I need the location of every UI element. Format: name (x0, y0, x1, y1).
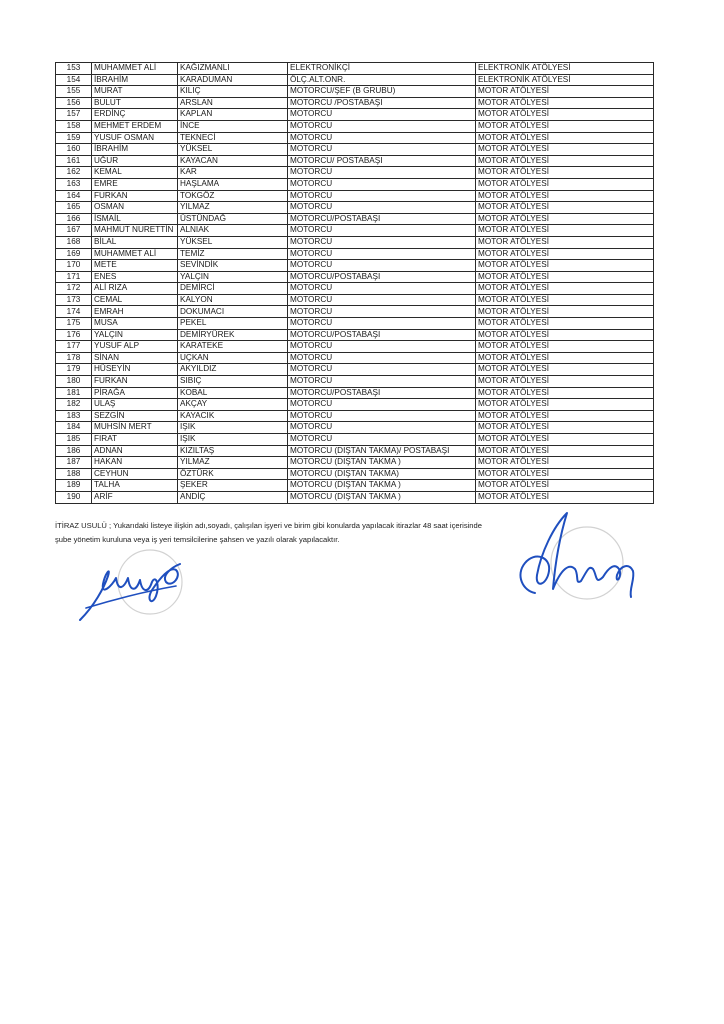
table-row (56, 457, 654, 469)
row-number-cell: 165 (56, 202, 92, 214)
table-row (56, 236, 654, 248)
row-number-cell: 161 (56, 155, 92, 167)
workshop-cell: MOTOR ATÖLYESİ (476, 109, 654, 121)
first-name-cell: HÜSEYİN (92, 364, 178, 376)
last-name-cell: IŞIK (178, 434, 288, 446)
last-name-cell: AKYILDIZ (178, 364, 288, 376)
row-number-cell: 176 (56, 329, 92, 341)
workshop-cell: MOTOR ATÖLYESİ (476, 225, 654, 237)
row-number-cell: 189 (56, 480, 92, 492)
row-number-cell: 172 (56, 283, 92, 295)
last-name-cell: SEVİNDİK (178, 260, 288, 272)
job-title-cell: MOTORCU (288, 178, 476, 190)
table-row (56, 144, 654, 156)
left-signature-image (72, 548, 212, 628)
last-name-cell: KILIÇ (178, 86, 288, 98)
row-number-cell: 182 (56, 399, 92, 411)
row-number-cell: 174 (56, 306, 92, 318)
row-number-cell: 164 (56, 190, 92, 202)
workshop-cell: MOTOR ATÖLYESİ (476, 167, 654, 179)
workshop-cell: MOTOR ATÖLYESİ (476, 86, 654, 98)
first-name-cell: MUHSİN MERT (92, 422, 178, 434)
workshop-cell: MOTOR ATÖLYESİ (476, 434, 654, 446)
last-name-cell: İNCE (178, 120, 288, 132)
row-number-cell: 159 (56, 132, 92, 144)
row-number-cell: 155 (56, 86, 92, 98)
row-number-cell: 187 (56, 457, 92, 469)
row-number-cell: 178 (56, 352, 92, 364)
table-row (56, 445, 654, 457)
workshop-cell: MOTOR ATÖLYESİ (476, 318, 654, 330)
workshop-cell: MOTOR ATÖLYESİ (476, 491, 654, 503)
table-row (56, 306, 654, 318)
table-row (56, 422, 654, 434)
workshop-cell: MOTOR ATÖLYESİ (476, 480, 654, 492)
table-row (56, 260, 654, 272)
first-name-cell: BULUT (92, 97, 178, 109)
first-name-cell: YALÇIN (92, 329, 178, 341)
job-title-cell: MOTORCU/POSTABAŞI (288, 271, 476, 283)
job-title-cell: MOTORCU (288, 120, 476, 132)
workshop-cell: MOTOR ATÖLYESİ (476, 387, 654, 399)
workshop-cell: MOTOR ATÖLYESİ (476, 294, 654, 306)
workshop-cell: MOTOR ATÖLYESİ (476, 132, 654, 144)
first-name-cell: FURKAN (92, 190, 178, 202)
workshop-cell: MOTOR ATÖLYESİ (476, 352, 654, 364)
job-title-cell: MOTORCU/POSTABAŞI (288, 213, 476, 225)
job-title-cell: MOTORCU (288, 132, 476, 144)
table-row (56, 364, 654, 376)
row-number-cell: 180 (56, 376, 92, 388)
table-row (56, 202, 654, 214)
first-name-cell: YUSUF ALP (92, 341, 178, 353)
job-title-cell: ELEKTRONİKÇİ (288, 63, 476, 75)
first-name-cell: MUHAMMET ALİ (92, 63, 178, 75)
workshop-cell: ELEKTRONİK ATÖLYESİ (476, 74, 654, 86)
last-name-cell: ALNIAK (178, 225, 288, 237)
workshop-cell: MOTOR ATÖLYESİ (476, 190, 654, 202)
first-name-cell: METE (92, 260, 178, 272)
first-name-cell: EMRE (92, 178, 178, 190)
first-name-cell: OSMAN (92, 202, 178, 214)
row-number-cell: 158 (56, 120, 92, 132)
table-row (56, 318, 654, 330)
row-number-cell: 162 (56, 167, 92, 179)
job-title-cell: MOTORCU (DIŞTAN TAKMA ) (288, 491, 476, 503)
last-name-cell: KAĞIZMANLI (178, 63, 288, 75)
job-title-cell: MOTORCU (288, 376, 476, 388)
row-number-cell: 183 (56, 410, 92, 422)
first-name-cell: MUSA (92, 318, 178, 330)
table-row (56, 225, 654, 237)
workshop-cell: MOTOR ATÖLYESİ (476, 213, 654, 225)
workshop-cell: MOTOR ATÖLYESİ (476, 468, 654, 480)
job-title-cell: MOTORCU (288, 202, 476, 214)
job-title-cell: MOTORCU (288, 248, 476, 260)
last-name-cell: DEMİRCİ (178, 283, 288, 295)
last-name-cell: ANDİÇ (178, 491, 288, 503)
row-number-cell: 177 (56, 341, 92, 353)
job-title-cell: MOTORCU (DIŞTAN TAKMA) (288, 468, 476, 480)
table-row (56, 190, 654, 202)
table-row (56, 109, 654, 121)
workshop-cell: MOTOR ATÖLYESİ (476, 399, 654, 411)
table-row (56, 434, 654, 446)
table-row (56, 74, 654, 86)
first-name-cell: MEHMET ERDEM (92, 120, 178, 132)
job-title-cell: MOTORCU (288, 352, 476, 364)
job-title-cell: MOTORCU/ŞEF (B GRUBU) (288, 86, 476, 98)
row-number-cell: 175 (56, 318, 92, 330)
first-name-cell: ENES (92, 271, 178, 283)
last-name-cell: KARADUMAN (178, 74, 288, 86)
job-title-cell: MOTORCU/ POSTABAŞI (288, 155, 476, 167)
last-name-cell: TEKNECİ (178, 132, 288, 144)
table-row (56, 271, 654, 283)
job-title-cell: MOTORCU (DIŞTAN TAKMA ) (288, 480, 476, 492)
last-name-cell: YILMAZ (178, 457, 288, 469)
workshop-cell: MOTOR ATÖLYESİ (476, 422, 654, 434)
workshop-cell: ELEKTRONİK ATÖLYESİ (476, 63, 654, 75)
workshop-cell: MOTOR ATÖLYESİ (476, 410, 654, 422)
job-title-cell: MOTORCU (DIŞTAN TAKMA)/ POSTABAŞI (288, 445, 476, 457)
row-number-cell: 169 (56, 248, 92, 260)
last-name-cell: KAYACIK (178, 410, 288, 422)
objection-notice-line-1: İTİRAZ USULÜ ; Yukarıdaki listeye ilişkin adı,soyadı, çalışılan işyeri ve birim gibi konularda yapılacak itirazlar 48 saat içerisinde (55, 521, 482, 530)
job-title-cell: MOTORCU (288, 167, 476, 179)
last-name-cell: ÜSTÜNDAĞ (178, 213, 288, 225)
job-title-cell: MOTORCU (288, 422, 476, 434)
last-name-cell: KAR (178, 167, 288, 179)
workshop-cell: MOTOR ATÖLYESİ (476, 260, 654, 272)
last-name-cell: KAYACAN (178, 155, 288, 167)
first-name-cell: FIRAT (92, 434, 178, 446)
job-title-cell: MOTORCU (288, 225, 476, 237)
first-name-cell: BİLAL (92, 236, 178, 248)
row-number-cell: 157 (56, 109, 92, 121)
table-row (56, 120, 654, 132)
table-row (56, 248, 654, 260)
workshop-cell: MOTOR ATÖLYESİ (476, 329, 654, 341)
workshop-cell: MOTOR ATÖLYESİ (476, 144, 654, 156)
row-number-cell: 160 (56, 144, 92, 156)
table-row (56, 132, 654, 144)
last-name-cell: HAŞLAMA (178, 178, 288, 190)
job-title-cell: MOTORCU (288, 144, 476, 156)
workshop-cell: MOTOR ATÖLYESİ (476, 248, 654, 260)
workshop-cell: MOTOR ATÖLYESİ (476, 97, 654, 109)
table-row (56, 178, 654, 190)
right-signature-image (505, 505, 645, 605)
workshop-cell: MOTOR ATÖLYESİ (476, 155, 654, 167)
row-number-cell: 171 (56, 271, 92, 283)
job-title-cell: MOTORCU (288, 364, 476, 376)
job-title-cell: MOTORCU (288, 318, 476, 330)
workshop-cell: MOTOR ATÖLYESİ (476, 202, 654, 214)
table-row (56, 352, 654, 364)
job-title-cell: MOTORCU (288, 410, 476, 422)
table-row (56, 167, 654, 179)
last-name-cell: ŞEKER (178, 480, 288, 492)
job-title-cell: ÖLÇ.ALT.ONR. (288, 74, 476, 86)
first-name-cell: SEZGİN (92, 410, 178, 422)
first-name-cell: ARİF (92, 491, 178, 503)
row-number-cell: 167 (56, 225, 92, 237)
last-name-cell: YÜKSEL (178, 236, 288, 248)
row-number-cell: 166 (56, 213, 92, 225)
last-name-cell: KAPLAN (178, 109, 288, 121)
last-name-cell: AKÇAY (178, 399, 288, 411)
table-row (56, 155, 654, 167)
first-name-cell: KEMAL (92, 167, 178, 179)
table-row (56, 468, 654, 480)
row-number-cell: 179 (56, 364, 92, 376)
last-name-cell: YALÇIN (178, 271, 288, 283)
job-title-cell: MOTORCU (DIŞTAN TAKMA ) (288, 457, 476, 469)
last-name-cell: SIBIÇ (178, 376, 288, 388)
workshop-cell: MOTOR ATÖLYESİ (476, 364, 654, 376)
table-row (56, 97, 654, 109)
table-row (56, 480, 654, 492)
workshop-cell: MOTOR ATÖLYESİ (476, 283, 654, 295)
last-name-cell: YILMAZ (178, 202, 288, 214)
job-title-cell: MOTORCU (288, 236, 476, 248)
job-title-cell: MOTORCU (288, 294, 476, 306)
last-name-cell: DOKUMACI (178, 306, 288, 318)
table-row (56, 283, 654, 295)
row-number-cell: 181 (56, 387, 92, 399)
first-name-cell: MUHAMMET ALİ (92, 248, 178, 260)
last-name-cell: UÇKAN (178, 352, 288, 364)
personnel-table (55, 62, 654, 504)
job-title-cell: MOTORCU/POSTABAŞI (288, 329, 476, 341)
row-number-cell: 190 (56, 491, 92, 503)
table-row (56, 341, 654, 353)
objection-notice-line-2: şube yönetim kuruluna veya iş yeri temsilcilerine şahsen ve yazılı olarak yapılacaktır. (55, 535, 340, 544)
left-signature-stroke (80, 564, 180, 620)
personnel-table-body (56, 63, 654, 504)
workshop-cell: MOTOR ATÖLYESİ (476, 271, 654, 283)
first-name-cell: MURAT (92, 86, 178, 98)
first-name-cell: UĞUR (92, 155, 178, 167)
first-name-cell: HAKAN (92, 457, 178, 469)
table-row (56, 329, 654, 341)
last-name-cell: KIZILTAŞ (178, 445, 288, 457)
job-title-cell: MOTORCU (288, 283, 476, 295)
table-row (56, 399, 654, 411)
job-title-cell: MOTORCU (288, 109, 476, 121)
workshop-cell: MOTOR ATÖLYESİ (476, 178, 654, 190)
first-name-cell: FURKAN (92, 376, 178, 388)
last-name-cell: DEMİRYÜREK (178, 329, 288, 341)
job-title-cell: MOTORCU (288, 341, 476, 353)
table-row (56, 387, 654, 399)
last-name-cell: KALYON (178, 294, 288, 306)
table-row (56, 294, 654, 306)
job-title-cell: MOTORCU (288, 190, 476, 202)
last-name-cell: ARSLAN (178, 97, 288, 109)
last-name-cell: PEKEL (178, 318, 288, 330)
row-number-cell: 153 (56, 63, 92, 75)
first-name-cell: SİNAN (92, 352, 178, 364)
left-signature-underline (86, 586, 176, 608)
job-title-cell: MOTORCU/POSTABAŞI (288, 387, 476, 399)
first-name-cell: EMRAH (92, 306, 178, 318)
workshop-cell: MOTOR ATÖLYESİ (476, 236, 654, 248)
first-name-cell: İBRAHİM (92, 74, 178, 86)
first-name-cell: YUSUF OSMAN (92, 132, 178, 144)
row-number-cell: 154 (56, 74, 92, 86)
workshop-cell: MOTOR ATÖLYESİ (476, 457, 654, 469)
workshop-cell: MOTOR ATÖLYESİ (476, 445, 654, 457)
row-number-cell: 163 (56, 178, 92, 190)
first-name-cell: ULAŞ (92, 399, 178, 411)
row-number-cell: 186 (56, 445, 92, 457)
row-number-cell: 184 (56, 422, 92, 434)
workshop-cell: MOTOR ATÖLYESİ (476, 341, 654, 353)
job-title-cell: MOTORCU (288, 260, 476, 272)
last-name-cell: YÜKSEL (178, 144, 288, 156)
row-number-cell: 168 (56, 236, 92, 248)
workshop-cell: MOTOR ATÖLYESİ (476, 376, 654, 388)
row-number-cell: 188 (56, 468, 92, 480)
last-name-cell: IŞIK (178, 422, 288, 434)
row-number-cell: 156 (56, 97, 92, 109)
first-name-cell: CEYHUN (92, 468, 178, 480)
last-name-cell: TEMİZ (178, 248, 288, 260)
first-name-cell: ERDİNÇ (92, 109, 178, 121)
job-title-cell: MOTORCU (288, 399, 476, 411)
row-number-cell: 170 (56, 260, 92, 272)
job-title-cell: MOTORCU (288, 434, 476, 446)
right-stamp-circle (551, 527, 623, 599)
last-name-cell: TOKGÖZ (178, 190, 288, 202)
workshop-cell: MOTOR ATÖLYESİ (476, 120, 654, 132)
first-name-cell: PİRAĞA (92, 387, 178, 399)
table-row (56, 86, 654, 98)
first-name-cell: ADNAN (92, 445, 178, 457)
table-row (56, 213, 654, 225)
first-name-cell: İSMAİL (92, 213, 178, 225)
first-name-cell: MAHMUT NURETTİN (92, 225, 178, 237)
job-title-cell: MOTORCU (288, 306, 476, 318)
table-row (56, 410, 654, 422)
first-name-cell: ALİ RIZA (92, 283, 178, 295)
first-name-cell: CEMAL (92, 294, 178, 306)
last-name-cell: ÖZTÜRK (178, 468, 288, 480)
table-row (56, 376, 654, 388)
first-name-cell: TALHA (92, 480, 178, 492)
last-name-cell: KARATEKE (178, 341, 288, 353)
job-title-cell: MOTORCU /POSTABAŞI (288, 97, 476, 109)
row-number-cell: 173 (56, 294, 92, 306)
last-name-cell: KOBAL (178, 387, 288, 399)
row-number-cell: 185 (56, 434, 92, 446)
table-row (56, 491, 654, 503)
table-row (56, 63, 654, 75)
workshop-cell: MOTOR ATÖLYESİ (476, 306, 654, 318)
first-name-cell: İBRAHİM (92, 144, 178, 156)
